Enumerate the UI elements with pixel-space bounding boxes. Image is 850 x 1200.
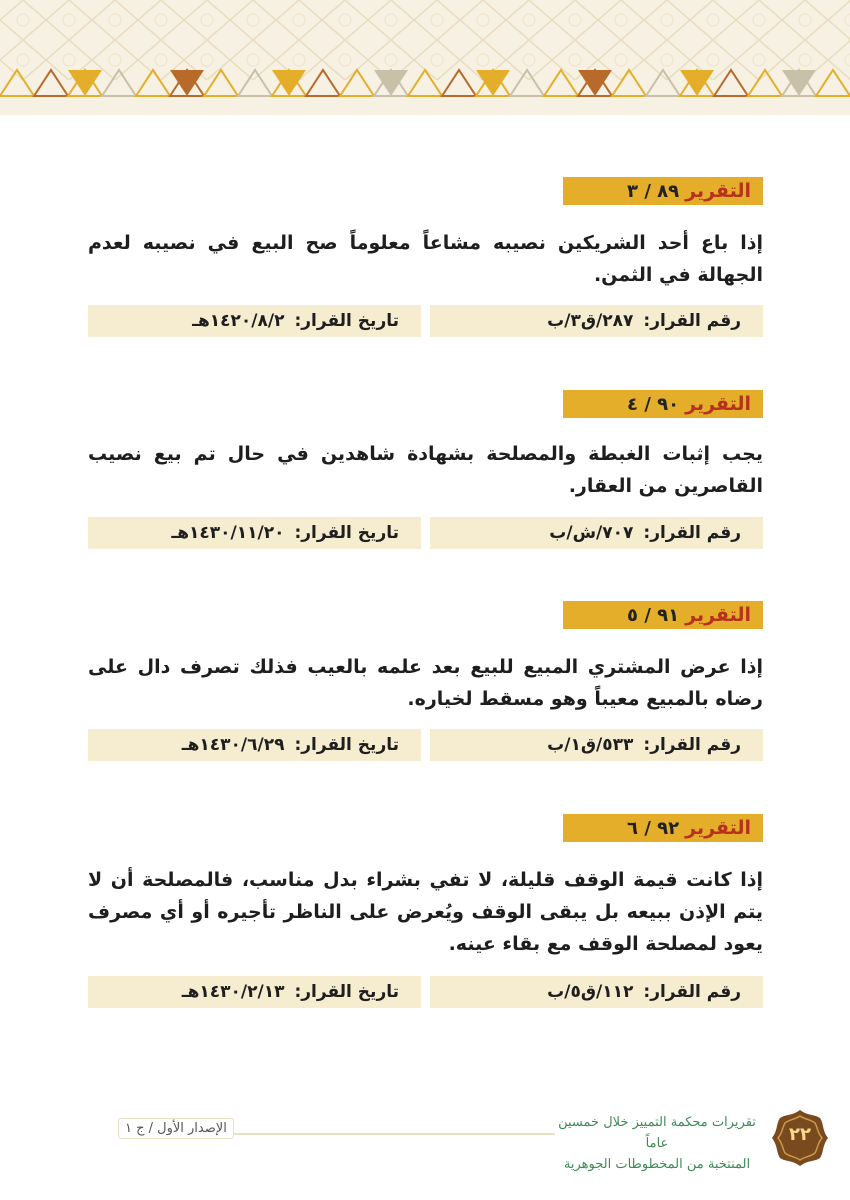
report-section-92	[88, 814, 763, 1014]
report-section-90	[88, 390, 763, 555]
triangle-ornament	[714, 70, 748, 96]
book-title	[552, 1112, 762, 1175]
triangle-ornament	[612, 70, 646, 96]
decision-date-label: تاريخ القرار:	[294, 523, 399, 543]
triangle-ornament	[408, 70, 442, 96]
edition-label: الإصدار الأول / ج ١	[118, 1118, 234, 1139]
section-title-bar	[563, 390, 763, 418]
decision-number-value: ٧٠٧/ش/ب	[549, 523, 634, 543]
section-body: يجب إثبات الغبطة والمصلحة بشهادة شاهدين في حال تم بيع نصيب القاصرين من العقار.	[88, 443, 763, 497]
triangle-ornament-filled	[578, 70, 612, 96]
triangle-ornament-filled	[374, 70, 408, 96]
triangle-ornament-filled	[782, 70, 816, 96]
decision-date-box	[88, 729, 421, 761]
decision-date-box	[88, 517, 421, 549]
book-title-line2: المنتخبة من المخطوطات الجوهرية	[563, 1157, 751, 1172]
page-number: ٢٢	[789, 1124, 811, 1145]
triangle-ornament	[340, 70, 374, 96]
section-title-number: ٩٢ / ٦	[627, 817, 680, 839]
triangle-ornament	[204, 70, 238, 96]
triangle-ornament	[102, 70, 136, 96]
section-title-word: التقرير	[685, 180, 751, 202]
decision-date-label: تاريخ القرار:	[294, 735, 399, 755]
triangle-ornament	[544, 70, 578, 96]
decision-number-label: رقم القرار:	[643, 311, 741, 331]
decision-date-label: تاريخ القرار:	[294, 982, 399, 1002]
decision-date-label: تاريخ القرار:	[294, 311, 399, 331]
decision-number-value: ٢٨٧/ق٣/ب	[547, 311, 634, 331]
decision-number-label: رقم القرار:	[643, 523, 741, 543]
decision-number-box	[430, 976, 763, 1008]
section-body: إذا عرض المشتري المبيع للبيع بعد علمه بالعيب فذلك تصرف دال على رضاه بالمبيع معيباً وهو مسقط لخياره.	[88, 656, 763, 710]
triangle-ornament	[306, 70, 340, 96]
section-title-number: ٩١ / ٥	[627, 604, 680, 626]
triangle-ornament	[646, 70, 680, 96]
decision-number-value: ٥٣٣/ق١/ب	[547, 735, 634, 755]
header-banner	[0, 0, 850, 115]
book-title-line1: تقريرات محكمة التمييز خلال خمسين عاماً	[558, 1115, 756, 1151]
section-title-bar	[563, 601, 763, 629]
section-title-bar	[563, 814, 763, 842]
decision-date-box	[88, 305, 421, 337]
triangle-ornament-filled	[68, 70, 102, 96]
section-title-word: التقرير	[685, 604, 751, 626]
triangle-ornament-filled	[272, 70, 306, 96]
decision-date-value: ١٤٣٠/٦/٢٩هـ	[181, 735, 285, 755]
triangle-ornament	[748, 70, 782, 96]
section-body: إذا باع أحد الشريكين نصيبه مشاعاً معلوماً صح البيع في نصيبه لعدم الجهالة في الثمن.	[88, 232, 763, 286]
triangle-ornament-filled	[680, 70, 714, 96]
section-title-word: التقرير	[685, 393, 751, 415]
decision-date-value: ١٤٢٠/٨/٢هـ	[192, 311, 285, 331]
decision-date-value: ١٤٣٠/٢/١٣هـ	[181, 982, 285, 1002]
decision-number-value: ١١٢/ق٥/ب	[547, 982, 634, 1002]
decision-number-label: رقم القرار:	[643, 735, 741, 755]
triangle-ornament	[34, 70, 68, 96]
triangle-ornament	[442, 70, 476, 96]
triangle-ornament	[816, 70, 850, 96]
decision-number-box	[430, 729, 763, 761]
section-body: إذا كانت قيمة الوقف قليلة، لا تفي بشراء بدل مناسب، فالمصلحة أن لا يتم الإذن ببيعه بل يبقى الوقف ويُعرض على الناظر تأجيره أو أي مصرف يعود لمصلحة الوقف مع بقاء عينه.	[88, 869, 763, 955]
decision-number-box	[430, 517, 763, 549]
triangle-ornament	[510, 70, 544, 96]
triangle-ornament-filled	[170, 70, 204, 96]
section-title-bar	[563, 177, 763, 205]
decision-date-box	[88, 976, 421, 1008]
triangle-ornament-filled	[476, 70, 510, 96]
triangle-border	[0, 62, 850, 102]
triangle-ornament	[238, 70, 272, 96]
section-title-number: ٩٠ / ٤	[627, 393, 680, 415]
triangle-ornament	[136, 70, 170, 96]
section-title-number: ٨٩ / ٣	[627, 180, 680, 202]
section-title-word: التقرير	[685, 817, 751, 839]
triangle-ornament	[0, 70, 34, 96]
report-section-91	[88, 601, 763, 766]
decision-date-value: ١٤٣٠/١١/٢٠هـ	[171, 523, 285, 543]
report-section-89	[88, 177, 763, 342]
decision-number-label: رقم القرار:	[643, 982, 741, 1002]
decision-number-box	[430, 305, 763, 337]
